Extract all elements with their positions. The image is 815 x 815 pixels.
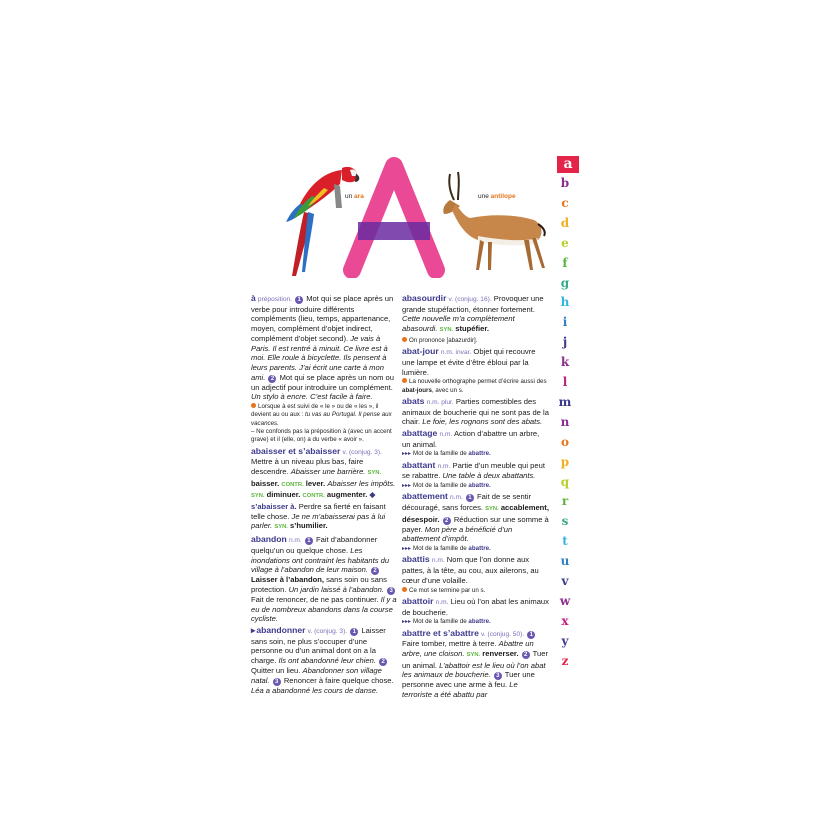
headword: abattre et s’abattre — [402, 627, 479, 638]
alphabet-letter-z[interactable]: z — [561, 653, 569, 668]
alphabet-letter-x[interactable]: x — [561, 613, 569, 628]
sense-number: 3 — [494, 672, 502, 680]
alphabet-letter-c[interactable]: c — [561, 195, 569, 210]
alphabet-letter-o[interactable]: o — [560, 434, 569, 449]
alphabet-letter-l[interactable]: l — [562, 375, 568, 389]
grammar-label: v. (conjug. 3). — [307, 628, 348, 636]
headword: abaisser et s’abaisser — [251, 445, 341, 456]
alphabet-letter-m[interactable]: m — [558, 394, 572, 409]
alphabet-letter-k[interactable]: k — [560, 355, 570, 370]
entry-abattant: abattant n.m. Partie d’un meuble qui peut se rabattre. Une table à deux abattants. ▸▸▸ Mot de la famille de abattre. — [402, 461, 549, 491]
grammar-label: n.m. — [435, 598, 449, 606]
entry-abat-jour: abat-jour n.m. invar. Objet qui recouvre une lampe et évite d’être ébloui par la lumière. La nouvelle orthographe permet d’écrire aussi des abat-jours, avec un s. — [402, 347, 549, 395]
grammar-label: n.m. plur. — [426, 398, 454, 406]
alphabet-letter-p[interactable]: p — [560, 454, 570, 469]
headword: abandon — [251, 534, 287, 545]
sense-number: 2 — [379, 658, 387, 666]
example: Abaisser une barrière. — [290, 466, 366, 476]
alphabet-letter-e[interactable]: e — [561, 235, 569, 250]
headword: abattoir — [402, 595, 434, 606]
sense-number: 1 — [466, 494, 474, 502]
family-note: ▸▸▸ Mot de la famille de abattre. — [402, 450, 491, 458]
sense-number: 1 — [305, 537, 313, 545]
entry-abattement: abattement n.m. 1 Fait de se sentir découragé, sans forces. SYN. accablement, désespoir. 2 Réduction sur une somme à payer. Mon père a bénéficié d’un abattement d’impôt. ▸▸▸ Mot de la famille de abattre. — [402, 491, 549, 553]
entry-abasourdir: abasourdir v. (conjug. 16). Provoquer une grande stupéfaction, étonner fortement. Cette nouvelle m’a complètement abasourdi. SYN. stupéfier. On prononce [abazurdir]. — [402, 294, 549, 345]
grammar-label: v. (conjug. 16). — [448, 296, 492, 303]
family-note: ▸▸▸ Mot de la famille de abattre. — [402, 482, 491, 490]
alphabet-letter-v[interactable]: v — [561, 574, 569, 588]
grammar-label: v. (conjug. 3). — [342, 448, 382, 456]
alphabet-letter-b[interactable]: b — [560, 176, 570, 190]
alphabet-letter-f[interactable]: f — [562, 255, 568, 270]
entry-abattre: abattre et s’abattre v. (conjug. 50). 1 Faire tomber, mettre à terre. Abattre un arbre, une cloison. SYN. renverser. 2 Tuer un animal. L’abattoir est le lieu où l’on abat les animaux de boucherie. 3 Tuer une personne avec une arme à feu. Le terroriste a été abattu par — [402, 627, 549, 700]
alphabet-letter-n[interactable]: n — [560, 414, 570, 429]
grammar-label: n.m. — [288, 537, 302, 545]
usage-note: La nouvelle orthographe permet d’écrire aussi des abat-jours, avec un s. — [402, 378, 547, 394]
family-link[interactable]: abattre. — [468, 618, 491, 626]
grammar-label: préposition. — [257, 296, 292, 303]
sense-number: 1 — [350, 628, 358, 636]
headword: abat-jour — [402, 346, 439, 357]
alphabet-letter-h[interactable]: h — [560, 295, 570, 310]
column-2 — [402, 294, 549, 702]
entry-abattoir: abattoir n.m. Lieu où l’on abat les animaux de boucherie. ▸▸▸ Mot de la famille de abattre. — [402, 595, 549, 626]
sense-number: 2 — [522, 651, 530, 659]
entry-abaisser: abaisser et s’abaisser v. (conjug. 3). Mettre à un niveau plus bas, faire descendre. Abaisser une barrière. SYN. baisser. CONTR. lever. Abaisser les impôts. SYN. diminuer. CONTR. augmenter. ◆ s’abaisser à. Perdre sa fierté en faisant telle chose. Je ne m’abaisserai pas à lui parler. SYN. s’humilier. — [251, 445, 396, 531]
grammar-label: n.m. — [431, 557, 445, 565]
family-link[interactable]: abattre. — [468, 450, 491, 458]
alphabet-letter-y[interactable]: y — [561, 633, 569, 648]
alphabet-letter-g[interactable]: g — [560, 275, 570, 290]
grammar-label: n.m. — [439, 430, 453, 438]
usage-note: Lorsque à est suivi de « le » ou de « les », il devient au ou aux : tu vas au Portugal. Il pense aux vacances. – Ne confonds pas la préposition à (avec un accent grave) et il (elle, on) a du verbe « avoir ». — [251, 403, 392, 444]
definition: Perdre sa fierté en faisant telle chose. — [251, 502, 386, 521]
headword: abats — [402, 395, 425, 406]
family-note: ▸▸▸ Mot de la famille de abattre. — [402, 545, 491, 553]
headword: ▸ abandonner — [251, 625, 306, 635]
entry-abattis: abattis n.m. Nom que l’on donne aux pattes, à la tête, au cou, aux ailerons, au cœur d’une volaille. Ce mot se termine par un s. — [402, 555, 549, 594]
usage-note: Ce mot se termine par un s. — [402, 587, 549, 595]
sense-number: 2 — [268, 375, 276, 383]
example: Un stylo à encre. C’est facile à faire. — [251, 392, 373, 402]
alphabet-letter-s[interactable]: s — [561, 514, 569, 529]
definition: Mot qui se place après un nom ou un adjectif pour introduire un complément. — [251, 372, 394, 392]
grammar-label: v. (conjug. 50). — [481, 630, 525, 638]
grammar-label: n.m. — [449, 494, 463, 502]
alphabet-letter-i[interactable]: i — [562, 315, 568, 330]
headword: abattage — [402, 427, 438, 438]
antelope-label: une antilope — [478, 193, 516, 200]
alphabet-letter-w[interactable]: w — [559, 593, 571, 608]
example: Je vais à Paris. Il est rentré à minuit. Ce livre est à moi. Elle roule à bicyclette. Ils pensent à leurs parents. J’ai écrit une carte à mon ami. — [251, 333, 388, 382]
sense-number: 1 — [527, 631, 535, 639]
entry-abandonner: ▸ abandonner v. (conjug. 3). 1 Laisser sans soin, ne plus s’occuper d’une personne ou d’un animal dont on a la charge. Ils ont abandonné leur chien. 2 Quitter un lieu. Abandonner son village natal. 3 Renoncer à faire quelque chose. Léa a abandonné les cours de danse. — [251, 626, 399, 696]
headword: à — [251, 293, 256, 303]
sense-number: 2 — [443, 517, 451, 525]
family-link[interactable]: abattre. — [468, 482, 491, 490]
family-link[interactable]: abattre. — [468, 545, 491, 553]
headword: abattis — [402, 554, 430, 565]
alphabet-letter-r[interactable]: r — [561, 494, 569, 509]
example: Je ne m’abaisserai pas à lui parler. — [251, 511, 386, 531]
entry-abats: abats n.m. plur. Parties comestibles des animaux de boucherie qui ne sont pas de la chair. Le foie, les rognons sont des abats. — [402, 395, 549, 427]
sense-number: 2 — [371, 567, 379, 575]
sense-number: 3 — [387, 587, 395, 595]
headword: abattant — [402, 459, 436, 470]
alphabet-letter-j[interactable]: j — [562, 335, 568, 350]
grammar-label: n.m. invar. — [440, 349, 472, 357]
headword: abasourdir — [402, 293, 447, 303]
headword: abattement — [402, 491, 448, 502]
sense-number: 1 — [295, 296, 303, 304]
sub-headword: ◆ s’abaisser à. — [251, 490, 376, 512]
example: Abaisser les impôts. — [327, 478, 396, 488]
alphabet-letter-d[interactable]: d — [560, 215, 570, 230]
alphabet-letter-q[interactable]: q — [560, 474, 570, 489]
parrot-label: un ara — [345, 193, 364, 200]
entry-abandon: abandon n.m. 1 Fait d’abandonner quelqu’un ou quelque chose. Les inondations ont contraint les habitants du village à l’abandon de leur maison. 2 Laisser à l’abandon, sans soin ou sans protection. Un jardin laissé à l’abandon. 3 Fait de renoncer, de ne pas continuer. Il y a eu de nombreux abandons dans la course cycliste. — [251, 534, 397, 624]
column-1 — [251, 294, 399, 698]
usage-note: On prononce [abazurdir]. — [402, 337, 549, 345]
definition: Mettre à un niveau plus bas, faire descendre. — [251, 457, 364, 476]
alphabet-letter-u[interactable]: u — [560, 554, 570, 569]
alphabet-current-letter[interactable]: a — [557, 156, 579, 173]
definition: Mot qui se place après un verbe pour introduire différents compléments (lieu, temps, appartenance, moyen, complément d’objet indirect, complément d’objet second). — [251, 294, 394, 343]
sense-number: 3 — [273, 678, 281, 686]
antelope-illustration — [430, 170, 552, 276]
family-note: ▸▸▸ Mot de la famille de abattre. — [402, 618, 491, 626]
grammar-label: n.m. — [437, 462, 451, 470]
entry-a — [251, 294, 399, 445]
entry-abattage: abattage n.m. Action d’abattre un arbre, un animal. ▸▸▸ Mot de la famille de abattre. — [402, 429, 549, 459]
alphabet-letter-t[interactable]: t — [562, 534, 568, 549]
